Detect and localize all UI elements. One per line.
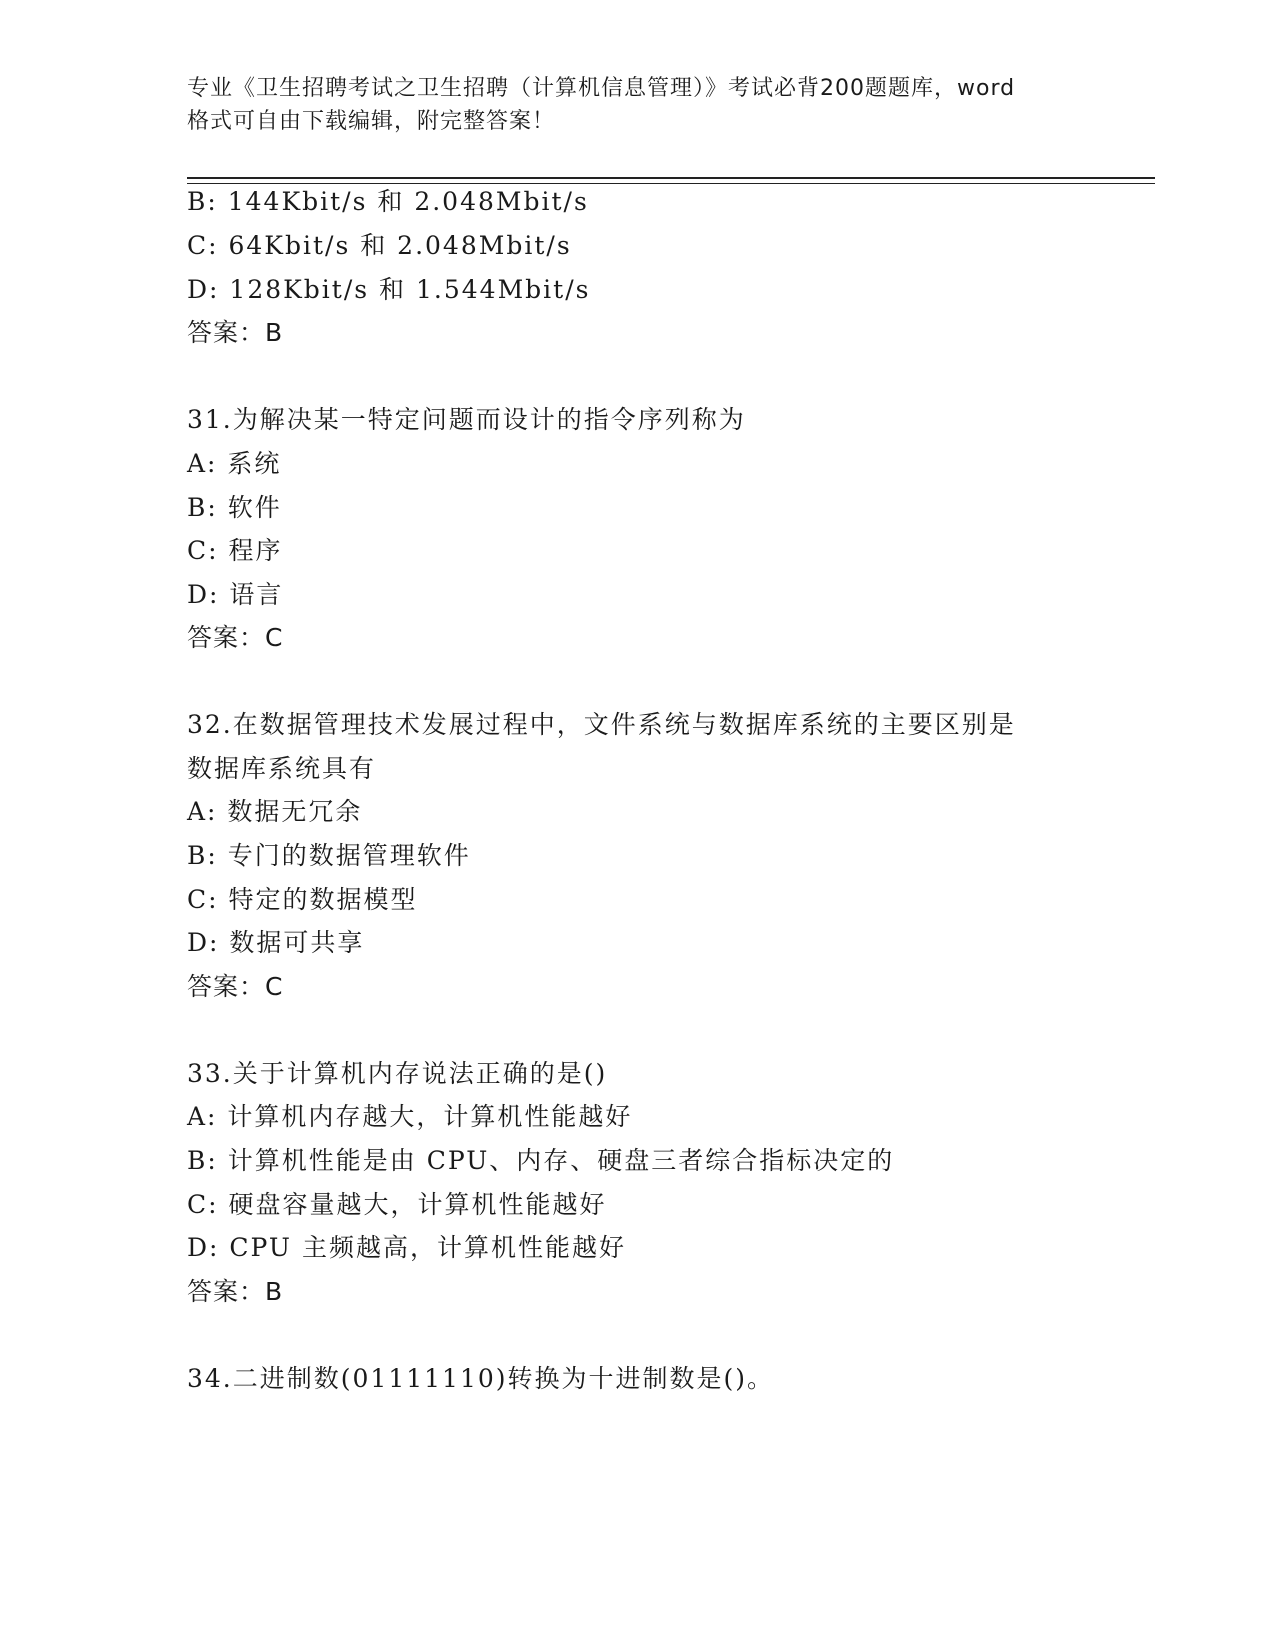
q32-option-a: A: 数据无冗余 <box>187 797 363 826</box>
q31-option-a: A: 系统 <box>187 449 282 478</box>
q34-stem: 34.二进制数(01111110)转换为十进制数是()。 <box>187 1364 775 1393</box>
prev-option-d: D: 128Kbit/s 和 1.544Mbit/s <box>187 275 591 304</box>
q32-option-c: C: 特定的数据模型 <box>187 885 418 914</box>
q33-option-b: B: 计算机性能是由 CPU、内存、硬盘三者综合指标决定的 <box>187 1146 895 1175</box>
q33-option-a: A: 计算机内存越大，计算机性能越好 <box>187 1102 633 1131</box>
q31-stem: 31.为解决某一特定问题而设计的指令序列称为 <box>187 405 746 434</box>
q32-stem-line-2: 数据库系统具有 <box>187 754 377 783</box>
prev-answer: 答案：B <box>187 318 284 347</box>
q33-answer: 答案：B <box>187 1277 284 1306</box>
document-header <box>187 72 1087 138</box>
header-divider <box>187 177 1155 179</box>
q32-answer: 答案：C <box>187 972 284 1001</box>
q31-answer: 答案：C <box>187 623 284 652</box>
q33-option-c: C: 硬盘容量越大，计算机性能越好 <box>187 1190 607 1219</box>
q33-option-d: D: CPU 主频越高，计算机性能越好 <box>187 1233 626 1262</box>
header-divider-thin <box>187 183 1155 184</box>
q32-stem-line-1: 32.在数据管理技术发展过程中，文件系统与数据库系统的主要区别是 <box>187 710 1016 739</box>
q32-option-b: B: 专门的数据管理软件 <box>187 841 471 870</box>
q31-option-c: C: 程序 <box>187 536 283 565</box>
q32-option-d: D: 数据可共享 <box>187 928 365 957</box>
q31-option-d: D: 语言 <box>187 580 284 609</box>
header-line-1: 专业《卫生招聘考试之卫生招聘（计算机信息管理）》考试必背200题题库，word <box>187 76 1016 101</box>
q33-stem: 33.关于计算机内存说法正确的是() <box>187 1059 608 1088</box>
prev-option-c: C: 64Kbit/s 和 2.048Mbit/s <box>187 231 572 260</box>
header-line-2: 格式可自由下载编辑，附完整答案！ <box>187 109 556 134</box>
prev-option-b: B: 144Kbit/s 和 2.048Mbit/s <box>187 187 589 216</box>
q31-option-b: B: 软件 <box>187 493 282 522</box>
